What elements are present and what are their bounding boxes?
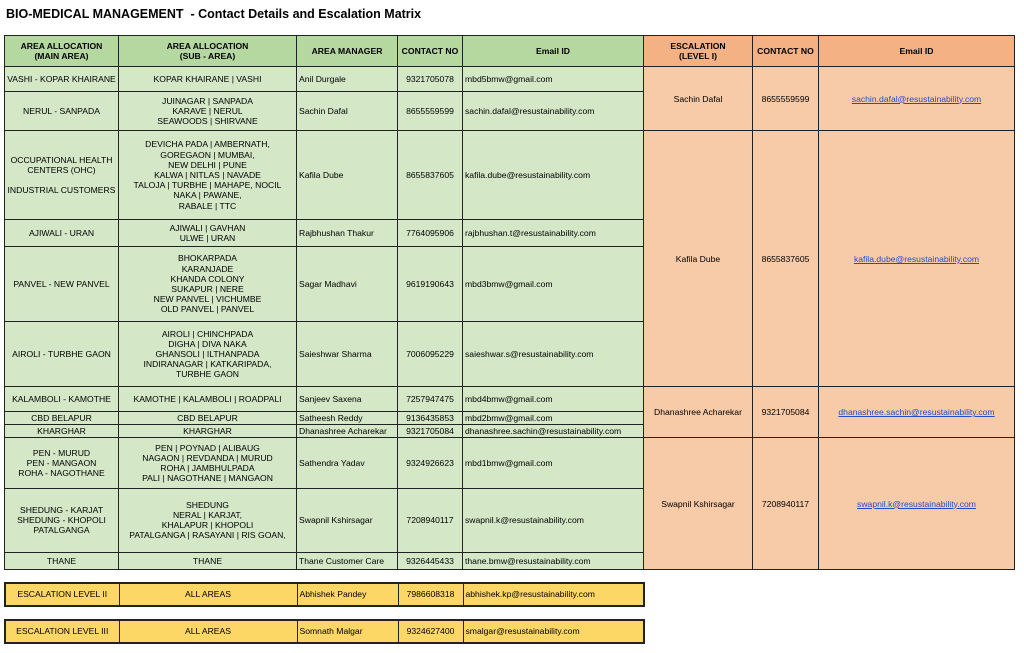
manager-cell: Satheesh Reddy xyxy=(297,412,398,425)
table-row xyxy=(5,67,1015,92)
escalation-contact: 7986608318 xyxy=(398,583,463,606)
escalation-contact-cell: 8655837605 xyxy=(753,131,819,387)
escalation-contact-cell: 7208940117 xyxy=(753,438,819,570)
manager-cell: Rajbhushan Thakur xyxy=(297,219,398,246)
escalation-name-cell: Kafila Dube xyxy=(644,131,753,387)
email-cell: dhanashree.sachin@resustainability.com xyxy=(463,425,644,438)
escalation-email-cell xyxy=(819,67,1015,131)
main-area-cell: OCCUPATIONAL HEALTH CENTERS (OHC) INDUSTRIAL CUSTOMERS xyxy=(5,131,119,219)
sub-area-cell: JUINAGAR | SANPADA KARAVE | NERUL SEAWOODS | SHIRVANE xyxy=(119,92,297,131)
main-area-cell: CBD BELAPUR xyxy=(5,412,119,425)
escalation-level-label: ESCALATION LEVEL III xyxy=(5,620,119,643)
escalation-area: ALL AREAS xyxy=(119,583,297,606)
header-escalation: ESCALATION (LEVEL I) xyxy=(644,36,753,67)
contact-cell: 9619190643 xyxy=(398,246,463,321)
main-area-cell: THANE xyxy=(5,552,119,569)
contact-cell: 9326445433 xyxy=(398,552,463,569)
email-cell: thane.bmw@resustainability.com xyxy=(463,552,644,569)
table-row xyxy=(5,387,1015,412)
main-area-cell: PEN - MURUD PEN - MANGAON ROHA - NAGOTHANE xyxy=(5,438,119,488)
contact-matrix-table xyxy=(4,35,1015,570)
manager-cell: Kafila Dube xyxy=(297,131,398,219)
main-area-cell: NERUL - SANPADA xyxy=(5,92,119,131)
manager-cell: Saieshwar Sharma xyxy=(297,322,398,387)
manager-cell: Sachin Dafal xyxy=(297,92,398,131)
manager-cell: Thane Customer Care xyxy=(297,552,398,569)
email-cell: mbd5bmw@gmail.com xyxy=(463,67,644,92)
escalation-email-link[interactable]: sachin.dafal@resustainability.com xyxy=(851,93,982,104)
email-cell: mbd1bmw@gmail.com xyxy=(463,438,644,488)
escalation-email: abhishek.kp@resustainability.com xyxy=(463,583,644,606)
escalation-email-link[interactable]: swapnil.k@resustainability.com xyxy=(857,498,976,509)
header-sub-area: AREA ALLOCATION (SUB - AREA) xyxy=(119,36,297,67)
manager-cell: Anil Durgale xyxy=(297,67,398,92)
sub-area-cell: SHEDUNG NERAL | KARJAT, KHALAPUR | KHOPOLI PATALGANGA | RASAYANI | RIS GOAN, xyxy=(119,488,297,552)
escalation-area: ALL AREAS xyxy=(119,620,297,643)
manager-cell: Swapnil Kshirsagar xyxy=(297,488,398,552)
escalation-name-cell: Dhanashree Acharekar xyxy=(644,387,753,438)
contact-cell: 8655559599 xyxy=(398,92,463,131)
escalation-email-link[interactable]: dhanashree.sachin@resustainability.com xyxy=(838,407,995,418)
escalation-email-cell xyxy=(819,387,1015,438)
escalation-email-link[interactable]: kafila.dube@resustainability.com xyxy=(853,253,980,264)
escalation-email: smalgar@resustainability.com xyxy=(463,620,644,643)
escalation-name-cell: Swapnil Kshirsagar xyxy=(644,438,753,570)
header-email: Email ID xyxy=(463,36,644,67)
escalation-contact-cell: 8655559599 xyxy=(753,67,819,131)
header-contact-no: CONTACT NO xyxy=(398,36,463,67)
manager-cell: Dhanashree Acharekar xyxy=(297,425,398,438)
email-cell: mbd3bmw@gmail.com xyxy=(463,246,644,321)
email-cell: saieshwar.s@resustainability.com xyxy=(463,322,644,387)
contact-cell: 9136435853 xyxy=(398,412,463,425)
header-esc-contact: CONTACT NO xyxy=(753,36,819,67)
email-cell: kafila.dube@resustainability.com xyxy=(463,131,644,219)
contact-cell: 9321705084 xyxy=(398,425,463,438)
sub-area-cell: KHARGHAR xyxy=(119,425,297,438)
email-cell: mbd2bmw@gmail.com xyxy=(463,412,644,425)
sub-area-cell: PEN | POYNAD | ALIBAUG NAGAON | REVDANDA | MURUD ROHA | JAMBHULPADA PALI | NAGOTHANE | MANGAON xyxy=(119,438,297,488)
sub-area-cell: KAMOTHE | KALAMBOLI | ROADPALI xyxy=(119,387,297,412)
main-area-cell: KALAMBOLI - KAMOTHE xyxy=(5,387,119,412)
page-title: BIO-MEDICAL MANAGEMENT - Contact Details and Escalation Matrix xyxy=(6,7,422,21)
sub-area-cell: AJIWALI | GAVHAN ULWE | URAN xyxy=(119,219,297,246)
manager-cell: Sagar Madhavi xyxy=(297,246,398,321)
main-area-cell: PANVEL - NEW PANVEL xyxy=(5,246,119,321)
manager-cell: Sanjeev Saxena xyxy=(297,387,398,412)
manager-cell: Sathendra Yadav xyxy=(297,438,398,488)
main-area-cell: AIROLI - TURBHE GAON xyxy=(5,322,119,387)
escalation-email-cell xyxy=(819,131,1015,387)
contact-cell: 9324926623 xyxy=(398,438,463,488)
email-cell: swapnil.k@resustainability.com xyxy=(463,488,644,552)
escalation-level-3-table xyxy=(4,619,645,644)
contact-cell: 7764095906 xyxy=(398,219,463,246)
escalation-level-label: ESCALATION LEVEL II xyxy=(5,583,119,606)
header-main-area: AREA ALLOCATION (MAIN AREA) xyxy=(5,36,119,67)
escalation-level-3-row xyxy=(5,620,644,643)
contact-cell: 9321705078 xyxy=(398,67,463,92)
main-area-cell: KHARGHAR xyxy=(5,425,119,438)
contact-cell: 7208940117 xyxy=(398,488,463,552)
contact-cell: 8655837605 xyxy=(398,131,463,219)
sub-area-cell: CBD BELAPUR xyxy=(119,412,297,425)
sub-area-cell: THANE xyxy=(119,552,297,569)
sub-area-cell: KOPAR KHAIRANE | VASHI xyxy=(119,67,297,92)
email-cell: rajbhushan.t@resustainability.com xyxy=(463,219,644,246)
main-area-cell: AJIWALI - URAN xyxy=(5,219,119,246)
escalation-email-cell xyxy=(819,438,1015,570)
main-area-cell: VASHI - KOPAR KHAIRANE xyxy=(5,67,119,92)
sub-area-cell: DEVICHA PADA | AMBERNATH, GOREGAON | MUMBAI, NEW DELHI | PUNE KALWA | NITLAS | NAVADE TALOJA | TURBHE | MAHAPE, NOCIL NAKA | PAWANE, RABALE | TTC xyxy=(119,131,297,219)
contact-cell: 7006095229 xyxy=(398,322,463,387)
sub-area-cell: BHOKARPADA KARANJADE KHANDA COLONY SUKAPUR | NERE NEW PANVEL | VICHUMBE OLD PANVEL | PANVEL xyxy=(119,246,297,321)
table-row xyxy=(5,438,1015,488)
escalation-level-2-row xyxy=(5,583,644,606)
table-row xyxy=(5,131,1015,219)
email-cell: sachin.dafal@resustainability.com xyxy=(463,92,644,131)
contact-cell: 7257947475 xyxy=(398,387,463,412)
escalation-contact: 9324627400 xyxy=(398,620,463,643)
email-cell: mbd4bmw@gmail.com xyxy=(463,387,644,412)
escalation-level-2-table xyxy=(4,582,645,607)
main-area-cell: SHEDUNG - KARJAT SHEDUNG - KHOPOLI PATALGANGA xyxy=(5,488,119,552)
header-area-manager: AREA MANAGER xyxy=(297,36,398,67)
escalation-contact-cell: 9321705084 xyxy=(753,387,819,438)
escalation-name: Abhishek Pandey xyxy=(297,583,398,606)
header-esc-email: Email ID xyxy=(819,36,1015,67)
escalation-name: Somnath Malgar xyxy=(297,620,398,643)
header-row xyxy=(5,36,1015,67)
sub-area-cell: AIROLI | CHINCHPADA DIGHA | DIVA NAKA GHANSOLI | ILTHANPADA INDIRANAGAR | KATKARIPADA, TURBHE GAON xyxy=(119,322,297,387)
escalation-name-cell: Sachin Dafal xyxy=(644,67,753,131)
